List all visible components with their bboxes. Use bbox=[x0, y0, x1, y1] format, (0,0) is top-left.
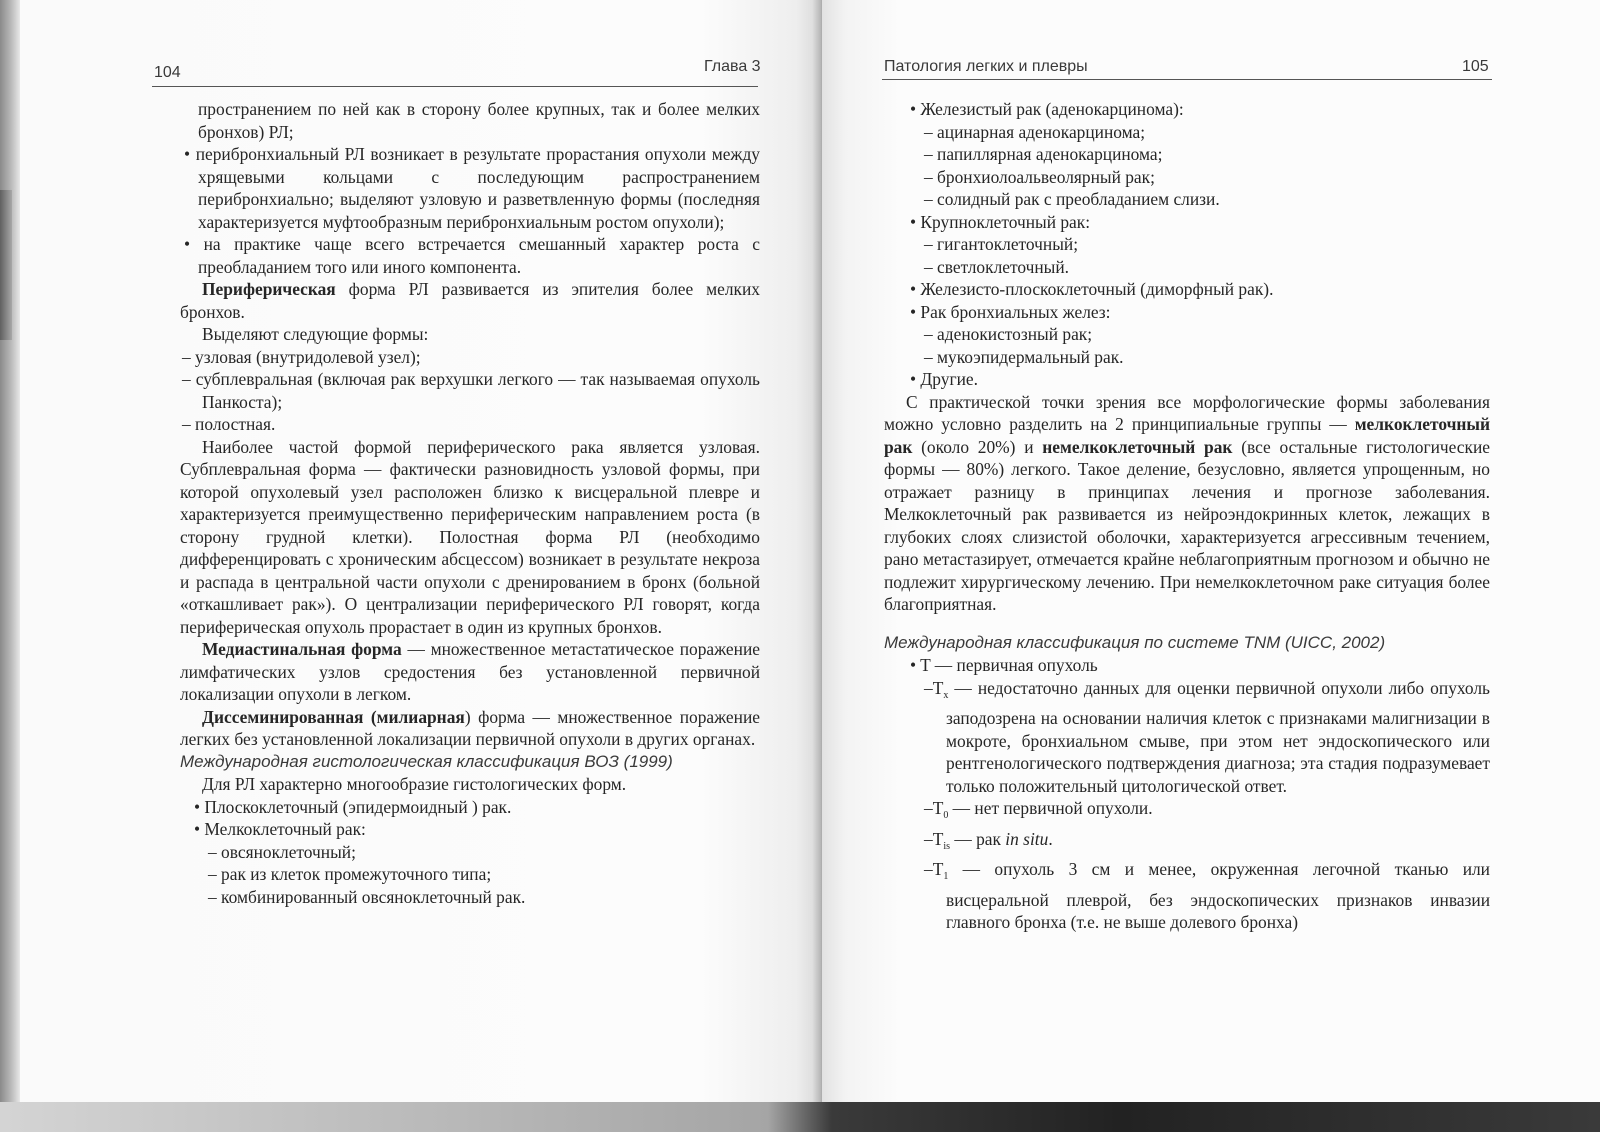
right-para-bold-1: мелкоклеточный рак bbox=[884, 414, 1490, 457]
left-bullet-peribronchial: • перибронхиальный РЛ возникает в результате прорастания опухоли между хрящевыми кольцами с последующим распространением перибронхиально; выделяют узловую и разветвленную формы (последняя характеризуется муфтообразным перибронхиальным ростом опухоли); bbox=[184, 144, 760, 232]
left-para-frequent: Наиболее частой формой периферического рака является узловая. Субплевральная форма — фактически разновидность узловой формы, при которой опухолевый узел расположен близко к висцеральной плевре и характеризуется преимущественно периферическим направлением роста (в сторону грудной клетки). Полостная форма РЛ (необходимо дифференцировать с хроническим абсцессом) возникает в результате некроза и распада в центральной части опухоли с дренированием в бронх (больной «откашливает рак»). О централизации периферического РЛ говорят, когда периферическая опухоль прорастает в один из крупных бронхов. bbox=[180, 436, 760, 637]
tx-text: — недостаточно данных для оценки первичной опухоли либо опухоль заподозрена на основании наличия клеток с признаками малигнизации в мокроте, бронхиальном смыве, при этом нет эндоскопического или рентгенологического подтверждения диагноза; эта стадия подразумевает только положительный цитологической ответ. bbox=[946, 677, 1490, 796]
left-histo-item-2: • Мелкоклеточный рак: bbox=[194, 819, 366, 839]
right-list-item-6: • Крупноклеточный рак: bbox=[910, 211, 1091, 232]
right-list-item-1: • Железистый рак (аденокарцинома): bbox=[910, 99, 1184, 119]
right-tnm-t: • T — первичная опухоль bbox=[910, 655, 1098, 675]
scan-edge-mark bbox=[0, 190, 12, 340]
left-line-continuation: пространением по ней как в сторону более крупных, так и более мелких бронхов) РЛ; bbox=[198, 99, 760, 142]
t0-prefix: –T bbox=[924, 798, 944, 818]
right-list-item-3: – папиллярная аденокарцинома; bbox=[924, 144, 1163, 164]
left-para-peripheral bbox=[180, 278, 760, 323]
left-header-rule bbox=[152, 86, 758, 87]
t1-prefix: –T bbox=[924, 859, 944, 879]
scan-bottom-edge bbox=[0, 1102, 1600, 1132]
right-para-part-1: С практической точки зрения все морфологические формы заболевания можно условно разделить на 2 принципиальные группы — bbox=[884, 391, 1490, 434]
left-mediastinal-rest: — множественное метастатическое поражение лимфатических узлов средостения без установленной первичной локализации опухоли в легком. bbox=[180, 639, 760, 704]
tis-italic: in situ bbox=[1005, 828, 1049, 849]
left-para-mediastinal bbox=[180, 638, 760, 706]
left-section-heading: Международная гистологическая классификация ВОЗ (1999) bbox=[180, 751, 673, 771]
right-list-item-9: • Железисто-плоскоклеточный (диморфный рак). bbox=[910, 279, 1274, 299]
left-form-1: – узловая (внутридолевой узел); bbox=[182, 346, 421, 367]
left-section-intro: Для РЛ характерно многообразие гистологических форм. bbox=[202, 774, 627, 794]
left-running-head: Глава 3 bbox=[704, 58, 761, 75]
right-tnm-tis bbox=[884, 828, 1490, 859]
right-running-head: Патология легких и плевры bbox=[884, 58, 1088, 75]
right-header-rule bbox=[882, 79, 1492, 80]
right-page-number: 105 bbox=[1462, 58, 1489, 75]
right-list-item-13: • Другие. bbox=[910, 369, 978, 389]
right-list-item-10: • Рак бронхиальных желез: bbox=[910, 301, 1111, 322]
right-list-item-8: – светлоклеточный. bbox=[924, 256, 1069, 277]
tis-prefix: –T bbox=[924, 828, 944, 849]
right-tnm-tx bbox=[884, 677, 1490, 798]
right-tnm-heading: Международная классификация по системе TNM (UICC, 2002) bbox=[884, 632, 1386, 652]
right-para-groups bbox=[884, 391, 1490, 616]
left-form-3: – полостная. bbox=[182, 414, 276, 434]
right-list-item-4: – бронхиолоальвеолярный рак; bbox=[924, 166, 1155, 187]
tx-subscript: x bbox=[943, 689, 949, 701]
right-list-item-7: – гигантоклеточный; bbox=[924, 234, 1079, 254]
right-page bbox=[822, 0, 1600, 1102]
right-tnm-t0 bbox=[884, 797, 1490, 828]
right-tnm-t1 bbox=[884, 858, 1490, 934]
left-forms-intro: Выделяют следующие формы: bbox=[202, 324, 429, 344]
right-para-bold-2: немелкоклеточный рак bbox=[1042, 436, 1233, 457]
right-para-part-2: (около 20%) и bbox=[912, 436, 1043, 457]
tis-end: . bbox=[1048, 828, 1053, 849]
t1-text: — опухоль 3 см и менее, окруженная легочной тканью или висцеральной плеврой, без эндоскопических признаков инвазии главного бронха (т.е. не выше долевого бронха) bbox=[946, 859, 1490, 932]
left-page-number: 104 bbox=[154, 64, 181, 81]
right-para-part-3: (все остальные гистологические формы — 80%) легкого. Такое деление, безусловно, является упрощенным, но отражает разницу в принципах лечения и прогнозе заболевания. Мелкоклеточный рак развивается из нейроэндокринных клеток, лежащих в глубоких слоях слизистой оболочки, характеризуется агрессивным течением, рано метастазирует, отмечается крайне неблагоприятным прогнозом и обычно не подлежит хирургическому лечению. При немелкоклеточном раке ситуация более благоприятная. bbox=[884, 436, 1490, 614]
scan-edge-left bbox=[0, 0, 20, 1132]
right-list-item-5: – солидный рак с преобладанием слизи. bbox=[924, 189, 1220, 209]
t1-subscript: 1 bbox=[943, 871, 949, 882]
tis-subscript: is bbox=[943, 840, 950, 852]
right-list-item-2: – ацинарная аденокарцинома; bbox=[924, 121, 1146, 142]
left-peripheral-bold: Периферическая bbox=[202, 279, 336, 299]
left-mediastinal-bold: Медиастинальная форма bbox=[202, 639, 402, 659]
right-list-item-12: – мукоэпидермальный рак. bbox=[924, 346, 1124, 367]
left-bullet-mixed: • на практике чаще всего встречается смешанный характер роста с преобладанием того или иного компонента. bbox=[184, 234, 760, 277]
left-peripheral-rest: форма РЛ развивается из эпителия более мелких бронхов. bbox=[180, 279, 760, 322]
t0-subscript: 0 bbox=[943, 810, 949, 821]
left-body-top bbox=[180, 98, 760, 908]
right-body bbox=[884, 98, 1490, 934]
left-disseminated-bold: Диссеминированная (милиарная bbox=[202, 706, 465, 727]
left-form-2: – субплевральная (включая рак верхушки легкого — так называемая опухоль Панкоста); bbox=[182, 369, 760, 412]
left-histo-item-4: – рак из клеток промежуточного типа; bbox=[208, 864, 492, 884]
left-histo-item-5: – комбинированный овсяноклеточный рак. bbox=[208, 886, 526, 907]
tx-prefix: –T bbox=[924, 677, 944, 698]
left-histo-item-3: – овсяноклеточный; bbox=[208, 841, 356, 862]
left-page bbox=[20, 0, 820, 1102]
right-list-item-11: – аденокистозный рак; bbox=[924, 324, 1093, 344]
left-histo-item-1: • Плоскоклеточный (эпидермоидный ) рак. bbox=[194, 796, 512, 817]
t0-text: — нет первичной опухоли. bbox=[948, 798, 1153, 818]
left-para-disseminated bbox=[180, 706, 760, 751]
left-disseminated-rest: ) форма — множественное поражение легких без установленной локализации первичной опухоли в других органах. bbox=[180, 706, 760, 749]
tis-text: — рак bbox=[950, 828, 1006, 849]
